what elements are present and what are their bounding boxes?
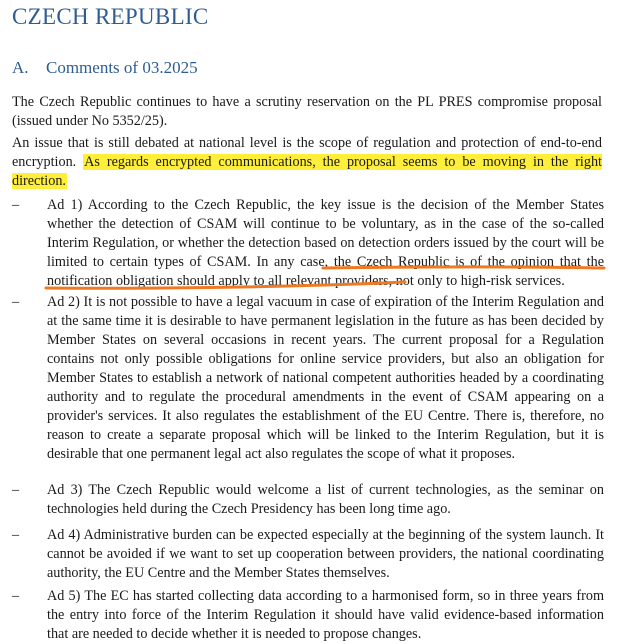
bullet-dash: – [12, 527, 20, 543]
section-letter: A. [12, 58, 29, 77]
list-item-ad4 [12, 526, 604, 583]
bullet-dash: – [12, 482, 20, 498]
list-item-ad1 [12, 196, 604, 291]
paragraph-encryption-text: An issue that is still debated at national level is the scope of regulation and protection of end-to-end encryption. [12, 135, 602, 170]
list-item-text: Ad 1) According to the Czech Republic, the key issue is the decision of the Member States whether the detection of CSAM will continue to be voluntary, as in the case of the so-called Interim Regulation, or whether the detection based on detection orders issued by the court will be limited to certain types of CSAM. In any case, the Czech Republic is of the opinion that the notification obligation should apply to all relevant providers, not only to high-risk services. [47, 197, 604, 289]
list-item-text: Ad 3) The Czech Republic would welcome a list of current technologies, as the seminar on technologies held during the Czech Presidency has been long time ago. [47, 482, 604, 517]
list-item-ad2 [12, 293, 604, 464]
list-item-ad3 [12, 481, 604, 519]
paragraph-scrutiny: The Czech Republic continues to have a scrutiny reservation on the PL PRES compromise proposal (issued under No 5352/25). [12, 94, 602, 129]
section-title: Comments of 03.2025 [46, 58, 198, 77]
list-item-text: Ad 2) It is not possible to have a legal vacuum in case of expiration of the Interim Regulation and at the same time it is desirable to have permanent legislation in the future as has been decided by Member States on several occasions in recent years. The current proposal for a Regulation contains not only possible obligations for online service providers, but also an obligation for Member States to establish a network of national competent authorities headed by a coordinating authority and to regulate the procedural amendments in the event of CSAM appearing on a provider's services. It also regulates the establishment of the EU Centre. There is, therefore, no reason to create a separate proposal which will be linked to the Interim Regulation, but it is desirable that one permanent legal act also regulates the scope of what it proposes. [47, 294, 604, 462]
section-heading [12, 58, 198, 78]
paragraph-encryption [12, 134, 602, 191]
document-title: CZECH REPUBLIC [12, 4, 209, 29]
list-item-text: Ad 5) The EC has started collecting data according to a harmonised form, so in three years from the entry into force of the Interim Regulation it should have valid evidence-based information that are needed to decide whether it is needed to propose changes. [47, 588, 604, 642]
bullet-dash: – [12, 588, 20, 604]
list-item-text: Ad 4) Administrative burden can be expected especially at the beginning of the system launch. It cannot be avoided if we want to set up cooperation between providers, the national coordinating authority, the EU Centre and the Member States themselves. [47, 527, 604, 581]
list-item-ad5 [12, 587, 604, 644]
highlighted-sentence: As regards encrypted communications, the proposal seems to be moving in the right direction. [12, 154, 602, 189]
bullet-dash: – [12, 294, 20, 310]
bullet-dash: – [12, 197, 20, 213]
